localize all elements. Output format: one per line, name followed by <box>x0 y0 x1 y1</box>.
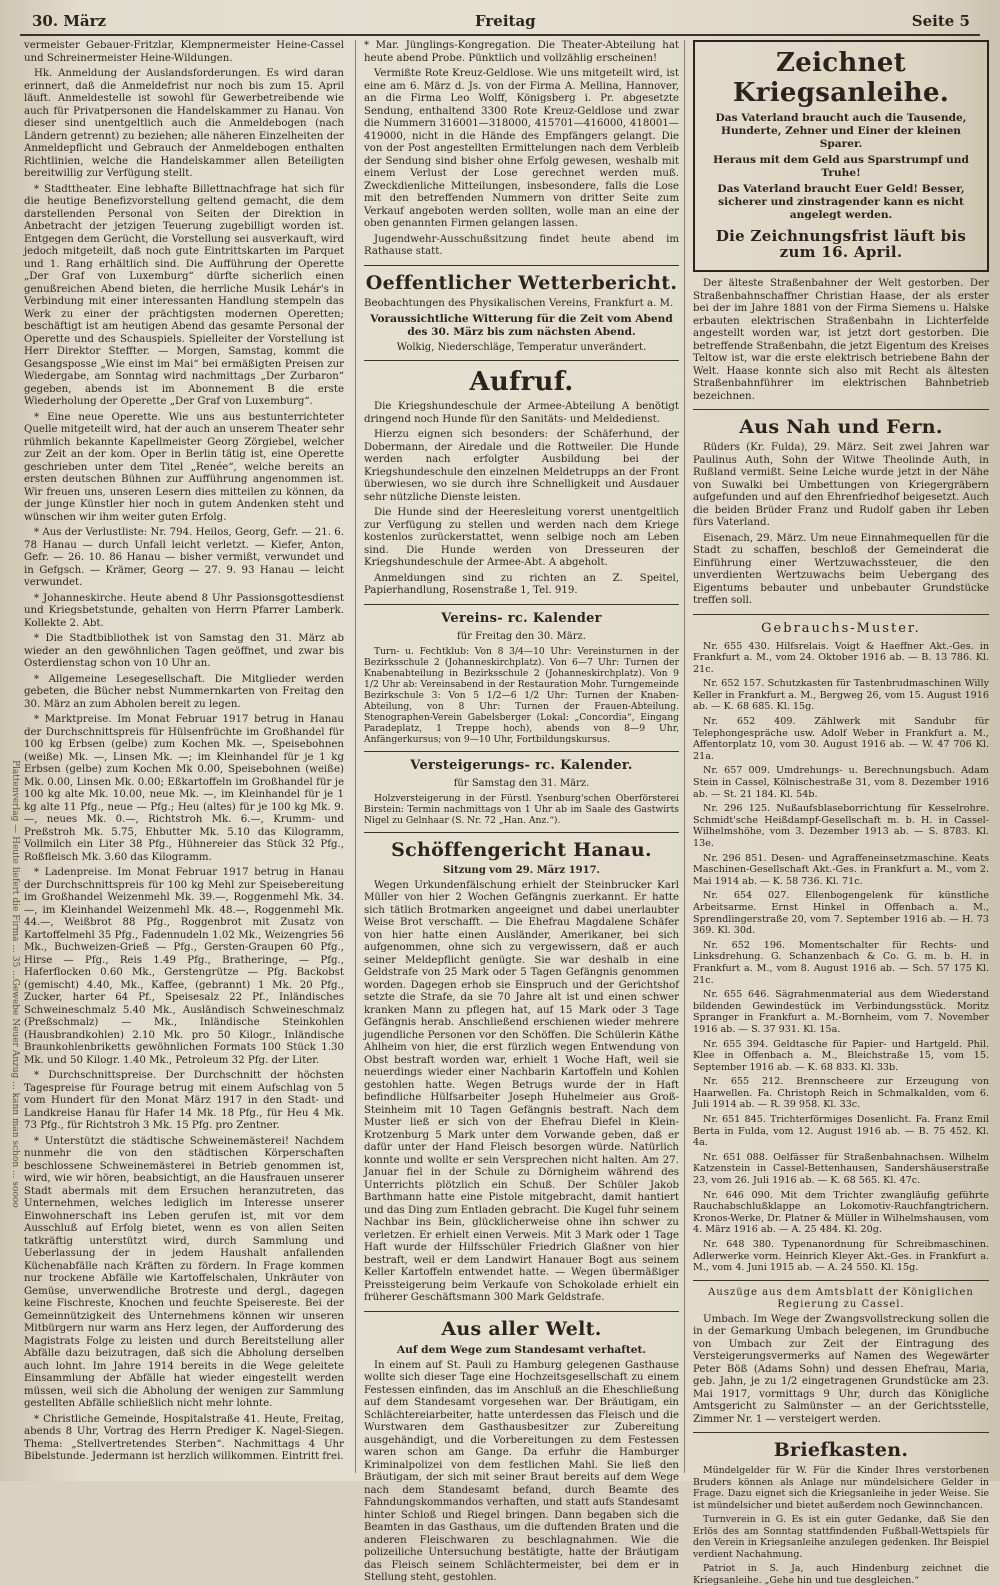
war-bond-line: Heraus mit dem Geld aus Sparstrumpf und Truhe! <box>713 154 969 179</box>
mailbox-paragraph: Turnverein in G. Es ist ein guter Gedanke, daß Sie den Erlös des am Sonntag stattfindenden Fußball-Wettspiels für den Verein in Kriegsanleihe anzulegen gedenken. Ihr Beispiel verdient Nachahmung. <box>693 1514 989 1560</box>
article-paragraph: vermeister Gebauer-Fritzlar, Klempnermeister Heine-Cassel und Schreinermeister Heine-Wildungen. <box>24 40 344 64</box>
divider <box>693 409 989 410</box>
world-news-heading: Aus aller Welt. <box>441 1317 602 1340</box>
gazette-text: Umbach. Im Wege der Zwangsvollstreckung sollen die in der Gemarkung Umbach belegenen, im Grundbuche von Umbach zur Zeit der Eintragung des Versteigerungsvermerks auf Namen des Wegewärter Peter Böß (Adams Sohn) und dessen Ehefrau, Maria, geb. Jahn, je zu 1/2 eingetragenen Grundstücke am 23. Mai 1917, vormittags 9 Uhr, durch das Königliche Amtsgericht zu Salmünster — an der Gerichtsstelle, Zimmer Nr. 1 — versteigert werden. <box>693 1313 989 1425</box>
patent-entry: Nr. 652 157. Schutzkasten für Tastenbrudmaschinen Willy Keller in Frankfurt a. M., Bergweg 26, vom 15. August 1916 ab. — K. 68 685. Kl. 15g. <box>693 678 989 713</box>
aufruf-paragraph: Hierzu eignen sich besonders: der Schäferhund, der Dobermann, der Airedale und die Rottweiler. Die Hunde werden nach erfolgter Ausbildung bei der Kriegshundeschule den einzelnen Meldetrupps an der Front überwiesen, wo sie durch ihre Schnelligkeit und Ausdauer sehr nützliche Dienste leisten. <box>364 429 679 503</box>
war-bond-title: Zeichnet Kriegsanleihe. <box>732 48 950 108</box>
weather-heading: Oeffentlicher Wetterbericht. <box>365 271 678 294</box>
header-day: Freitag <box>475 12 536 30</box>
patent-entry: Nr. 654 027. Ellenbogengelenk für künstliche Arbeitsarme. Ernst Hinkel in Offenbach a. M., Sprendlingerstraße 20, vom 7. September 1916 ab. — H. 73 369. Kl. 30d. <box>693 890 989 937</box>
mailbox-heading: Briefkasten. <box>773 1439 909 1462</box>
article-paragraph: * Die Stadtbibliothek ist von Samstag den 31. März ab wieder an den gewöhnlichen Tagen geöffnet, und zwar bis Osterdienstag schon von 10 Uhr an. <box>24 633 344 669</box>
weather-forecast: Wolkig, Niederschläge, Temperatur unverändert. <box>396 342 647 353</box>
aufruf-paragraph: Die Hunde sind der Heeresleitung vorerst unentgeltlich zur Verfügung zu stellen und werden nach dem Kriege kostenlos zurückerstattet, wenn selbige noch am Leben sind. Die Hunde werden von Dresseuren der Kriegshundeschule der Armee-Abt. A abgeholt. <box>364 507 679 568</box>
mailbox-paragraph: Patriot in S. Ja, auch Hindenburg zeichnet die Kriegsanleihe. „Gehe hin und tue desgleichen.“ <box>693 1563 989 1586</box>
gazette-heading: Auszüge aus dem Amtsblatt der Königlichen Regierung zu Cassel. <box>708 1286 974 1310</box>
auction-calendar-date: für Samstag den 31. März. <box>453 777 590 789</box>
patent-entry: Nr. 296 125. Nußaufsblaseborrichtung für Kesselrohre. Schmidt'sche Heißdampf-Gesellschaft m. b. H. in Cassel-Wilhelmshöhe, vom 3. Dezember 1913 ab. — S. 8783. Kl. 13e. <box>693 803 989 849</box>
patent-entry: Nr. 657 009. Umdrehungs- u. Berechnungsbuch. Adam Stein in Cassel, Kölnischestraße 31, vom 8. Dezember 1916 ab. — St. 21 184. Kl. 54b. <box>693 765 989 800</box>
article-paragraph: Vermißte Rote Kreuz-Geldlose. Wie uns mitgeteilt wird, ist eine am 6. März d. Js. von der Firma A. Mellina, Hannover, an die Firma Leo Wolff, Königsberg i. Pr. abgesetzte Sendung, enthaltend 3300 Rote Kreuz-Geldlose und zwar die Nummern 316001—318000, 415701—416000, 418001—419000, nicht in die Hände des Empfängers gelangt. Die von der Post angestellten Ermittelungen nach dem Verbleib der Sendung sind bisher ohne Erfolg gewesen, weshalb mit einem Verlust der Lose gerechnet werden muß. Zweckdienliche Mitteilungen, insbesondere, falls die Lose mit den betreffenden Nummern von dritter Seite zum Verkauf angeboten werden sollten, wolle man an eine der oben genannten Firmen gelangen lassen. <box>364 68 679 229</box>
local-news-heading: Aus Nah und Fern. <box>739 416 943 438</box>
patent-entry: Nr. 652 196. Momentschalter für Rechts- und Linksdrehung. G. Schanzenbach & Co. G. m. b. H. in Frankfurt a. M., vom 8. August 1916 ab. — Sch. 57 175 Kl. 21c. <box>693 939 989 986</box>
auction-calendar-text: Holzversteigerung in der Fürstl. Ysenburg'schen Oberförsterei Birstein: Termin nachmittags von 1 Uhr ab im Saale des Gastwirts Nigel zu Gelnhaar (S. Nr. 72 „Han. Anz.“). <box>364 792 679 826</box>
divider <box>364 1311 679 1312</box>
war-bond-advertisement <box>693 40 989 272</box>
article-paragraph: Jugendwehr-Ausschußsitzung findet heute abend im Rathause statt. <box>364 233 679 257</box>
divider <box>693 614 989 615</box>
vereins-calendar-text: Turn- u. Fechtklub: Von 8 3/4—10 Uhr: Vereinsturnen in der Bezirksschule 2 (Johanneskirchplatz). Von 6—7 Uhr: Turnen der Knabenabteilung in Bezirksschule 2 (Johanneskirchplatz). Von 9 1/2 Uhr ab: Vereinsabend in der Restauration Mohr. Turngemeinde Bezirkschule 3: Von 5 1/2—6 1/2 Uhr: Turnen der Knaben-Abteilung, von 8 Uhr: Turnen der Frauen-Abteilung. Stenographen-Verein Gabelsberger (Lokal: „Concordia“, Eingang Paradeplatz, 1 Treppe hoch), abends von 8—9 Uhr, Anfängerkursus; von 9—10 Uhr, Fortbildungskursus. <box>364 645 679 745</box>
margin-bleed-text: Plattenverlag — Heute liefert die Firma ... 35 ...Gewebe Neuer Anzug ... kann man schon ... soooo <box>10 760 20 1208</box>
patent-entry: Nr. 655 430. Hilfsrelais. Voigt & Haeffner Akt.-Ges. in Frankfurt a. M., vom 24. Oktober 1916 ab. — B. 13 786. Kl. 21c. <box>693 640 989 675</box>
divider <box>364 265 679 266</box>
patent-entry: Nr. 651 088. Oelfässer für Straßenbahnachsen. Wilhelm Katzenstein in Cassel-Bettenhausen, Sandershäuserstraße 23, vom 26. Juli 1916 ab. — K. 68 565. Kl. 47c. <box>693 1151 989 1187</box>
court-session-date: Sitzung vom 29. März 1917. <box>442 864 601 876</box>
article-paragraph: * Allgemeine Lesegesellschaft. Die Mitglieder werden gebeten, die Bücher nebst Nummernkarten von Freitag den 30. März an zum Abholen bereit zu legen. <box>24 673 344 710</box>
divider <box>693 1280 989 1281</box>
vereins-calendar-heading: Vereins- rc. Kalender <box>441 610 602 626</box>
article-paragraph: * Christliche Gemeinde, Hospitalstraße 41. Heute, Freitag, abends 8 Uhr, Vortrag des Herrn Prediger K. Nagel-Siegen. Thema: „Stellvertretendes Sterben“. Nachmittags 4 Uhr Bibelstunde. Jedermann ist herzlich willkommen. Eintritt frei. <box>24 1413 344 1462</box>
patent-entry: Nr. 651 845. Trichterförmiges Dosenlicht. Fa. Franz Emil Berta in Fulda, vom 12. August 1916 ab. — B. 75 452. Kl. 4a. <box>693 1114 989 1149</box>
patent-entry: Nr. 655 212. Brennscheere zur Erzeugung von Haarwellen. Fa. Christoph Reich in Schmalkalden, vom 6. Juli 1914 ab. — R. 39 958. Kl. 33c. <box>693 1076 989 1111</box>
auction-calendar-heading: Versteigerungs- rc. Kalender. <box>410 757 633 773</box>
article-paragraph: Hk. Anmeldung der Auslandsforderungen. Es wird daran erinnert, daß die Anmeldefrist nur noch bis zum 15. April läuft. Anmeldestelle ist sowohl für Gewerbetreibende wie auch für Privatpersonen die Handelskammer zu Hanau. Von dieser sind unentgeltlich auch die Anmeldebogen (nach Ländern getrennt) zu beziehen; alle näheren Einzelheiten der Anmeldepflicht und Gebrauch der Anmeldebogen enthalten Richtlinien, welche die Handelskammer allen Beteiligten bereitwillig zur Verfügung stellt. <box>24 68 344 179</box>
local-news-paragraph: Eisenach, 29. März. Um neue Einnahmequellen für die Stadt zu schaffen, beschloß der Gemeinderat die Einführung einer Wertzuwachssteuer, die den unverdienten Wertzuwachs beim Uebergang des Eigentums bebauter und unbebauter Grundstücke treffen soll. <box>693 532 989 606</box>
weather-forecast-head: Voraussichtliche Witterung für die Zeit vom Abend des 30. März bis zum nächsten Abend. <box>370 313 673 338</box>
patent-entry: Nr. 646 090. Mit dem Trichter zwangläufig geführte Rauchabschlußklappe an Lokomotiv-Rauchfangtrichern. Kronos-Werke, Dr. Platner & Müller in Wilhelmshausen, vom 4. März 1916 ab. — A. 25 484. Kl. 20g. <box>693 1189 989 1236</box>
mailbox-paragraph: Mündelgelder für W. Für die Kinder Ihres verstorbenen Bruders können als Anlage nur mündelsichere Gelder in Frage. Dazu eignet sich die Kriegsanleihe in jeder Weise. Sie ist mündelsicher und bietet außerdem noch Gewinnchancen. <box>693 1465 989 1511</box>
weather-source: Beobachtungen des Physikalischen Vereins, Frankfurt a. M. <box>364 297 674 309</box>
court-report: Wegen Urkundenfälschung erhielt der Steinbrucker Karl Müller von hier 2 Wochen Gefängnis zuerkannt. Er hatte sich tätlich Brotmarken angeeignet und dabei unerlaubter Weise Brot verschafft. — Die Ehefrau Magdalene Schäfer von hier hatte einen Ausländer, Amerikaner, bei sich aufgenommen, ohne sich zu vergewissern, daß er auch seiner Meldepflicht genügte. Sie war deshalb in eine Geldstrafe von 25 Mark oder 5 Tagen Gefängnis genommen worden. Dagegen erhob sie Einspruch und der Gerichtshof setzte die Strafe, da sie 70 Jahre alt ist und einen schwer kranken Mann zu pflegen hat, auf 15 Mark oder 3 Tage Gefängnis herab. Anschließend erschienen wieder mehrere jugendliche Personen vor den Schöffen. Die Schülerin Käthe Ahlheim von hier, die erst fürzlich wegen Entwendung von Obst bestraft worden war, erhielt 1 Woche Haft, weil sie neuerdings wieder einer Nachbarin Kartoffeln und Kohlen gestohlen hatte. Wegen Betrugs wurde der in Haft befindliche Hülfsarbeiter Joseph Huhelmeier aus Groß-Steinheim mit 10 Tagen Gefängnis bestraft. Nach dem Muster ließ er sich von der Ehefrau Diefel in Klein-Krotzenburg 5 Mark unter dem Vorwande geben, daß er dafür unter der Hand Fleisch besorgen würde. Natürlich konnte und wollte er sein Versprechen nicht halten. Am 27. Januar fiel in der Schule zu Dörnigheim während des Unterrichts plötzlich ein Schuß. Der Schüler Jakob Barthmann hatte eine Pistole mitgebracht, damit hantiert und das Ding zum Entladen gebracht. Die Kugel fuhr seinem Nachbar ins Bein, glücklicherweise ohne ihn schwer zu verletzen. Er erhielt einen Verweis. Mit 3 Mark oder 1 Tage Haft wurde der Hilfsschüler Friedrich Glaßner von hier bestraft, weil er dem Landwirt Hanauer Bogt aus seinem Keller Kartoffeln entwendet hatte. — Wegen übermäßiger Preissteigerung beim Verkaufe von Schokolade erhielt ein früherer Geschäftsmann 300 Mark Geldstrafe. <box>364 879 679 1303</box>
vereins-calendar-date: für Freitag den 30. März. <box>457 630 586 642</box>
header-date: 30. März <box>32 12 107 30</box>
court-heading: Schöffengericht Hanau. <box>391 838 652 861</box>
page-header <box>20 8 980 36</box>
world-news-lead: Auf dem Wege zum Standesamt verhaftet. <box>396 1343 647 1356</box>
column-left <box>24 40 344 1473</box>
article-paragraph: * Eine neue Operette. Wie uns aus bestunterrichteter Quelle mitgeteilt wird, hat der auch an unserem Theater sehr rühmlich bekannte Kapellmeister Georg Zörgiebel, welcher zur Zeit an der kom. Oper in Berlin tätig ist, eine Operette geschrieben unter dem Titel „Renée“, welche bereits an ersten deutschen Bühnen zur Aufführung angenommen ist. Wir freuen uns, unseren Lesern dies mitteilen zu können, da der junge Künstler hier noch in gutem Andenken steht und wünschen wir ihm weiter guten Erfolg. <box>24 411 344 523</box>
patent-entry: Nr. 296 851. Desen- und Agraffeneinsetzmaschine. Keats Maschinen-Gesellschaft Akt.-Ges. in Frankfurt a. M., vom 2. Mai 1914 ab. — K. 58 736. Kl. 71c. <box>693 852 989 887</box>
patent-entry: Nr. 655 646. Sägrahmenmaterial aus dem Wiederstand bildenden Gewindestück im Verbindungsstück. Moritz Spranger in Frankfurt a. M.-Bornheim, vom 7. November 1916 ab. — S. 37 931. Kl. 15a. <box>693 989 989 1035</box>
article-paragraph: * Unterstützt die städtische Schweinemästerei! Nachdem nunmehr die von den städtischen Körperschaften beschlossene Schweinemästerei in Betrieb genommen ist, wird, wie wir hören, beabsichtigt, an die Hausfrauen unserer Stadt abermals mit dem Ersuchen heranzutreten, das Unternehmen, welches lediglich im Interesse unserer Einwohnerschaft ins Leben gerufen ist, mit vor dem Ausschluß auf Erfolg bietet, wenn es von allen Seiten tatkräftig unterstützt wird, durch Sammlung und Ueberlassung der in jedem Haushalt anfallenden Küchenabfälle nach Kräften zu fördern. In Frage kommen nur trockene Abfälle wie Kartoffelschalen, Unkräuter von Gemüse, unverwendliche Brotreste und dergl., dagegen keine Fischreste, Knochen und feuchte Speisereste. Bei der Gemeinnützigkeit des Unternehmens können wir unseren Mitbürgern nur warm ans Herz legen, der Aufforderung des Magistrats Folge zu leisten und durch Bereitstellung aller Abfälle dazu beizutragen, daß sich die Abholung derselben auch lohnt. Im Jahre 1914 bereits in die Wege geleitete Einsammlung der Abfälle hat wieder eingestellt werden müssen, weil sich die Abholung der wenigen zur Sammlung gestellten Abfälle schließlich nicht mehr lohnte. <box>24 1135 344 1409</box>
article-paragraph: Der älteste Straßenbahner der Welt gestorben. Der Straßenbahnschaffner Christian Haase, der als erster bei der im Jahre 1881 von der Firma Siemens u. Halske erbauten elektrischen Straßenbahn in Lichterfelde angestellt worden war, ist jetzt dort gestorben. Die betreffende Straßenbahn, die jetzt Eigentum des Kreises Teltow ist, war die erste elektrisch betriebene Bahn der Welt. Haase konnte sich also mit Recht als ältesten Straßenbahnführer im elektrischen Bahnbetrieb bezeichnen. <box>693 278 989 402</box>
aufruf-paragraph: Anmeldungen sind zu richten an Z. Speitel, Papierhandlung, Rosenstraße 1, Tel. 919. <box>364 572 679 596</box>
article-paragraph: * Ladenpreise. Im Monat Februar 1917 betrug in Hanau der Durchschnittspreis für 100 kg Mehl zur Speisebereitung im Großhandel Weizenmehl Mk. 39.—, Roggenmehl Mk. 34.—, im Kleinhandel Weizenmehl Mk. 48.—, Roggenmehl Mk. 44.—, Weißbrot 88 Pfg., Roggenbrot mit Zusatz von Kartoffelmehl 35 Pfg., Fadennudeln 1.02 Mk., Weizengries 56 Mk., Buchweizen-Grieß — Pfg., Gersten-Graupen 60 Pfg., Hirse — Pfg., Reis 1.49 Pfg., Bratheringe, — Pfg., Haferflocken 0.60 Mk., Gerstengrütze — Pfg. Backobst (gemischt) 4.40, Mk., Kaffee, (gebrannt) 1 Mk. 20 Pfg., Zucker, harter 64 Pf., Speisesalz 22 Pf., Inländisches Schweineschmalz 5.40 Mk., Ausländisch Schweineschmalz (Preßschmalz) — Mk., Inländische Steinkohlen (Hausbrandkohlen) 2.10 Mk. pro 50 Kilogr., Inländische Braunkohlenbriketts gewöhnlichen Formats 100 Stück 1.30 Mk. und 50 Kilogr. 1.40 Mk., Petroleum 32 Pfg. der Liter. <box>24 867 344 1066</box>
column-middle <box>355 40 679 1583</box>
divider <box>364 832 679 833</box>
local-news-paragraph: Rüders (Kr. Fulda), 29. März. Seit zwei Jahren war Paulinus Auth, Sohn der Witwe Theolinde Auth, in Rußland vermißt. Seine Leiche wurde jetzt in der Nähe von Suwalki bei Umbettungen von Kriegergräbern aufgefunden und auf den Ehrenfriedhof beigesetzt. Auch die beiden Brüder Franz und Rudolf gaben ihr Leben fürs Vaterland. <box>693 442 989 528</box>
war-bond-line: Das Vaterland braucht auch die Tausende, Hunderte, Zehner und Einer der kleinen Sparer. <box>715 112 967 150</box>
column-right <box>684 40 989 1586</box>
article-paragraph: * Durchschnittspreise. Der Durchschnitt der höchsten Tagespreise für Fourage betrug mit einem Aufschlag von 5 vom Hundert für den Monat März 1917 in den Stadt- und Landkreise Hanau für Hafer 14 Mk. 18 Pfg., für Heu 4 Mk. 73 Pfg., für Richtstroh 3 Mk. 15 Pfg. pro Zentner. <box>24 1070 344 1131</box>
patent-list <box>693 641 989 1274</box>
patent-entry: Nr. 655 394. Geldtasche für Papier- und Hartgeld. Phil. Klee in Offenbach a. M., Bleichstraße 15, vom 15. September 1916 ab. — K. 68 833. Kl. 33b. <box>693 1038 989 1073</box>
article-paragraph: * Stadttheater. Eine lebhafte Billettnachfrage hat sich für die heutige Benefizvorstellung geltend gemacht, die dem darstellenden Personal von Seiten der Direktion in Anbetracht der jetzigen Teuerung zugebilligt worden ist. Entgegen dem Gerücht, die Vorstellung sei ausverkauft, wird jedoch mitgeteilt, daß noch gute Eintrittskarten im Parquet und 1. Rang erhältlich sind. Die Aufführung der Operette „Der Graf von Luxemburg“ dürfte sicherlich einen genußreichen Abend bieten, die herrliche Musik Lehár's in Verbindung mit einer interessanten Handlung stempeln das Werk zu einer der prächtigsten modernen Operetten; beschäftigt ist am heutigen Abend das gesamte Personal der Operette und des Schauspiels. Spielleiter der Vorstellung ist Herr Direktor Steffter. — Morgen, Samstag, kommt die Gesangsposse „Wie einst im Mai“ bei ermäßigten Preisen zur Wiedergabe, am Sonntag wird nachmittags „Der Zurbaron“ gegeben, abends ist im Abonnement B die erste Wiederholung der Operette „Der Graf von Luxemburg“. <box>24 183 344 407</box>
world-news-text: In einem auf St. Pauli zu Hamburg gelegenen Gasthause wollte sich dieser Tage eine Hochzeitsgesellschaft zu einem Festessen einfinden, das im Anschluß an die Eheschließung auf dem Standesamt vorgesehen war. Der Bräutigam, ein Schlächtereiarbeiter, hatte unterdessen das Fleisch und die Wurstwaren dem Gasthausbesitzer zur Zubereitung ausgehändigt, und die Vorbereitungen zu dem Festessen waren schon am Gange. Da erfuhr die Hamburger Kriminalpolizei von dem festlichen Mahl. Sie ließ den Bräutigam, der sich mit seiner Braut bereits auf dem Wege nach dem Standesamt befand, durch Beamte des Fahndungskommandos verhaften, und statt aufs Standesamt hinter Schloß und Riegel bringen. Dann begaben sich die Beamten in das Gasthaus, um die duftenden Braten und die anderen Fleischwaren zu beschlagnahmen. Wie die polizeiliche Untersuchung bestätigte, hatte der Bräutigam das Fleisch seinem Schlächtermeister, bei dem er in Stellung steht, gestohlen. <box>364 1359 679 1583</box>
aufruf-paragraph: Die Kriegshundeschule der Armee-Abteilung A benötigt dringend noch Hunde für den Sanitäts- und Meldedienst. <box>364 401 679 425</box>
divider <box>364 751 679 752</box>
divider <box>364 360 679 361</box>
header-page-number: Seite 5 <box>911 12 970 30</box>
article-paragraph: * Aus der Verlustliste: Nr. 794. Heilos, Georg, Gefr. — 21. 6. 78 Hanau — durch Unfall leicht verletzt. — Kiefer, Anton, Gefr. — 26. 10. 86 Hanau — bisher vermißt, verwundet und in Gefgsch. — Krämer, Georg — 27. 9. 93 Hanau — leicht verwundet. <box>24 527 344 588</box>
patent-entry: Nr. 648 380. Typenanordnung für Schreibmaschinen. Adlerwerke vorm. Heinrich Kleyer Akt.-Ges. in Frankfurt a. M., vom 4. Juni 1915 ab. — A. 24 550. Kl. 15g. <box>693 1239 989 1274</box>
article-paragraph: * Marktpreise. Im Monat Februar 1917 betrug in Hanau der Durchschnittspreis für Hülsenfrüchte im Großhandel für 100 kg Erbsen (gelbe) zum Kochen Mk. —, Speisebohnen (weiße) Mk. —, Linsen Mk. —; im Kleinhandel für je 1 kg Erbsen (gelbe) zum Kochen Mk 0.00, Speisebohnen (weiße) Mk. 0.00, Linsen Mk. 0.00; Eßkartoffeln im Großhandel für je 100 kg alte Mk. 10.00, neue Mk. —, im Kleinhandel für je 1 kg alte 11 Pfg., neue — Pfg.; Heu (altes) für je 100 kg Mk. 9.—, neues Mk. 0.—, Richtstroh Mk. 6.—, Krumm- und Preßstroh Mk. 5.75, Ehbutter Mk. 5.10 das Kilogramm, Vollmilch ein Liter 38 Pfg., Hühnereier das Stück 32 Pfg., Roßfleisch Mk. 3.60 das Kilogramm. <box>24 714 344 863</box>
patent-entry: Nr. 652 409. Zählwerk mit Sandubr für Telephongespräche usw. Adolf Weber in Frankfurt a. M., Affentorplatz 10, vom 30. August 1916 ab. — W. 47 706 Kl. 21a. <box>693 716 989 762</box>
war-bond-line: Das Vaterland braucht Euer Geld! Besser, sicherer und zinstragender kann es nicht angelegt werden. <box>717 183 965 221</box>
divider <box>693 1432 989 1433</box>
divider <box>364 604 679 605</box>
article-paragraph: * Mar. Jünglings-Kongregation. Die Theater-Abteilung hat heute abend Probe. Pünktlich und vollzählig erscheinen! <box>364 40 679 64</box>
aufruf-heading: Aufruf. <box>469 367 574 397</box>
war-bond-deadline: Die Zeichnungsfrist läuft bis zum 16. April. <box>715 227 967 261</box>
article-paragraph: * Johanneskirche. Heute abend 8 Uhr Passionsgottesdienst und Kriegsbetstunde, gehalten von Herrn Pfarrer Lamberk. Kollekte 2. Abt. <box>24 592 344 629</box>
patent-list-heading: Gebrauchs-Muster. <box>761 620 921 636</box>
